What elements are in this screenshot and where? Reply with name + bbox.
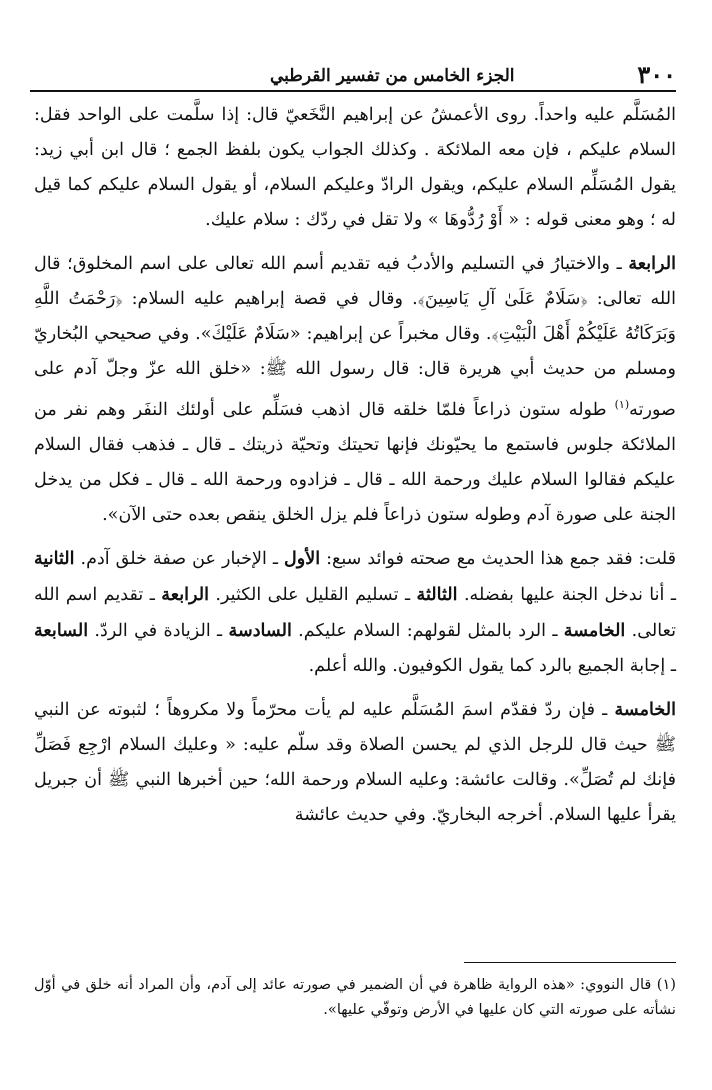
text-run: ـ تسليم القليل على الكثير. — [208, 584, 417, 605]
paragraph — [34, 246, 676, 533]
text-run: المُسَلَّم عليه واحداً. روى الأعمشُ عن إبراهيم النَّخَعيّ قال: إذا سلَّمت على الواحد فقل: السلام عليكم ، فإن معه الملائكة . وكذلك الجواب يكون بلفظ الجمع ؛ قال ابن أبي زيد: يقول المُسَلِّم السلام عليكم، ويقول الرادّ وعليكم السلام، أو يقول السلام عليكم كما قيل له ؛ وهو معنى قوله : « أَوْ رُدُّوهَا » ولا تقل في ردّك : سلام عليك. — [34, 105, 676, 230]
section-label: الخامسة — [614, 698, 676, 720]
page-number: ٣٠٠ — [637, 60, 676, 89]
text-run: ـ والاختيارُ في التسليم والأدبُ فيه تقديم أسم الله تعالى على اسم المخلوق؛ قال الله تعالى: ﴿سَلَامٌ عَلَىٰ آلِ يَاسِينَ﴾. وقال في قصة إبراهيم عليه السلام: ﴿رَحْمَتُ اللَّهِ وَبَرَكَاتُهُ عَلَيْكُمْ أَهْلَ الْبَيْتِ﴾. وقال مخبراً عن إبراهيم: «سَلَامٌ عَلَيْكَ». وفي صحيحي البُخاريّ ومسلم من حديث أبي هريرة قال: قال رسول الله ﷺ: «خلق الله عزّ وجلّ آدم على صورته — [34, 254, 676, 420]
footnote-marker: (١) — [614, 398, 630, 411]
text-run: ـ الزيادة في الردّ. — [88, 620, 229, 641]
text-run: ـ الإخبار عن صفة خلق آدم. — [74, 548, 284, 569]
main-text — [34, 98, 676, 833]
running-title: الجزء الخامس من تفسير القرطبي — [270, 66, 515, 86]
benefit-label: الخامسة — [563, 619, 626, 641]
footnote-text: (١) قال النووي: «هذه الرواية ظاهرة في أن الضمير في صورته عائد إلى آدم، وأن المراد أنه خلق في أوّل نشأته على صورته التي كان عليها في الأرض وتوفّي عليها». — [34, 976, 676, 1018]
paragraph — [34, 98, 676, 238]
benefit-label: السادسة — [228, 619, 292, 641]
text-run: قلت: فقد جمع هذا الحديث مع صحته فوائد سبع: — [320, 548, 676, 569]
section-label: الرابعة — [628, 253, 676, 274]
benefit-label: السابعة — [34, 619, 89, 641]
footnote — [34, 972, 676, 1022]
benefit-label: الأول — [283, 547, 321, 569]
page-header — [30, 58, 676, 92]
paragraph — [34, 692, 676, 833]
text-run: طوله ستون ذراعاً فلمّا خلقه قال اذهب فسَلِّم على أولئك النفَر وهم نفر من الملائكة جلوس فاستمع ما يحيّونك فإنها تحيتك وتحيّة ذريتك ـ قال ـ فذهب فقال السلام عليكم فقالوا السلام عليك ورحمة الله ـ قال ـ فزادوه ورحمة الله ـ قال ـ فكل من يدخل الجنة على صورة آدم وطوله ستون ذراعاً فلم يزل الخلق ينقص بعده حتى الآن». — [34, 399, 676, 525]
paragraph — [34, 541, 676, 684]
text-run: ـ فإن ردّ فقدّم اسمَ المُسَلَّم عليه لم يأت محرّماً ولا مكروهاً ؛ لثبوته عن النبي ﷺ حيث قال للرجل الذي لم يحسن الصلاة وقد سلّم عليه: « وعليك السلام ارْجِع فَصَلِّ فإنك لم تُصَلِّ». وقالت عائشة: وعليه السلام ورحمة الله؛ حين أخبرها النبي ﷺ أن جبريل يقرأ عليها السلام. أخرجه البخاريّ. وفي حديث عائشة — [34, 699, 676, 825]
benefit-label: الرابعة — [161, 583, 209, 605]
text-run: ـ الرد بالمثل لقولهم: السلام عليكم. — [291, 620, 564, 641]
text-run: ـ إجابة الجميع بالرد كما يقول الكوفيون. والله أعلم. — [308, 655, 676, 676]
footnote-divider — [464, 962, 676, 963]
benefit-label: الثالثة — [416, 583, 458, 605]
text-run: ـ تقديم اسم الله تعالى. — [34, 584, 676, 641]
benefit-label: الثانية — [34, 547, 75, 569]
text-run: ـ أنا ندخل الجنة عليها بفضله. — [457, 584, 677, 605]
